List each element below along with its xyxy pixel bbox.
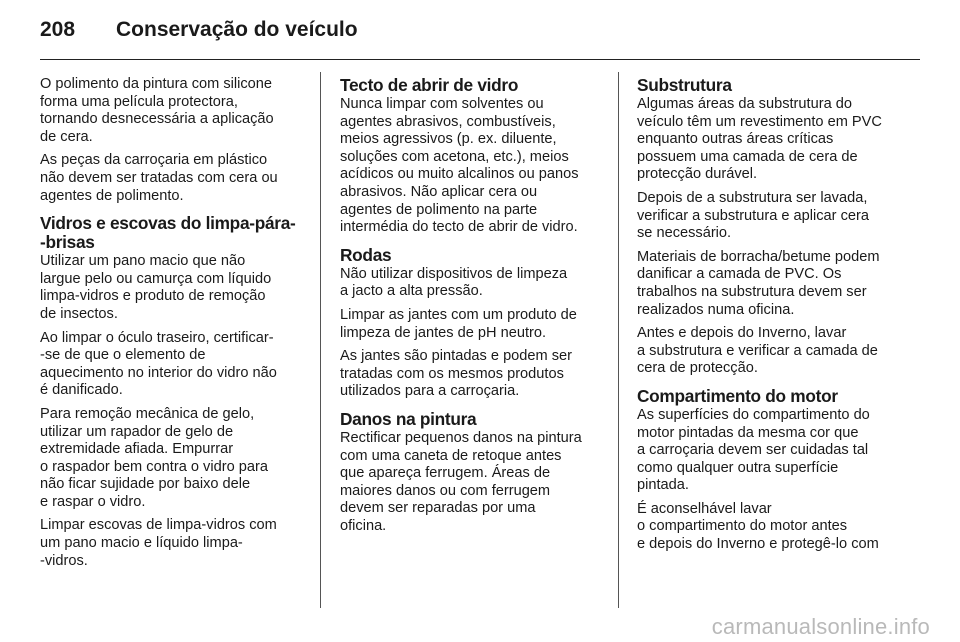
paragraph: Não utilizar dispositivos de limpeza a jacto a alta pressão.	[340, 265, 568, 300]
paragraph: É aconselhável lavar o compartimento do motor antes e depois do Inverno e protegê-lo com	[637, 500, 879, 553]
section-heading: Tecto de abrir de vidro	[340, 75, 519, 95]
paragraph: Limpar escovas de limpa-vidros com um pano macio e líquido limpa- -vidros.	[40, 517, 277, 569]
paragraph: As peças da carroçaria em plástico não devem ser tratadas com cera ou agentes de polimento.	[40, 152, 278, 204]
paragraph: As jantes são pintadas e podem ser tratadas com os mesmos produtos utilizados para a carroçaria.	[340, 348, 573, 400]
page-header	[40, 18, 358, 50]
text-column-2	[340, 76, 608, 541]
section-heading: Substrutura	[637, 75, 732, 95]
column-divider-1	[320, 72, 321, 608]
paragraph: Utilizar um pano macio que não largue pelo ou camurça com líquido limpa-vidros e produto de remoção de insectos.	[40, 253, 272, 322]
paragraph: As superfícies do compartimento do motor pintadas da mesma cor que a carroçaria devem ser cuidadas tal como qualquer outra superfície pintada.	[637, 406, 870, 494]
paragraph: Materiais de borracha/betume podem danificar a camada de PVC. Os trabalhos na substrutura devem ser realizados numa oficina.	[637, 248, 880, 318]
section-heading: Compartimento do motor	[637, 385, 838, 406]
column-divider-2	[618, 72, 619, 608]
paragraph: Rectificar pequenos danos na pintura com uma caneta de retoque antes que apareça ferrugem. Áreas de maiores danos ou com ferrugem devem ser reparadas por uma oficina.	[340, 429, 582, 534]
text-column-3	[637, 76, 907, 560]
header-rule	[40, 59, 920, 60]
paragraph: O polimento da pintura com silicone forma uma película protectora, tornando desnecessária a aplicação de cera.	[40, 76, 274, 145]
watermark: carmanualsonline.info	[711, 614, 930, 639]
paragraph: Antes e depois do Inverno, lavar a substrutura e verificar a camada de cera de protecção.	[637, 325, 878, 377]
paragraph: Depois de a substrutura ser lavada, verificar a substrutura e aplicar cera se necessário.	[637, 189, 869, 242]
page-number: 208	[40, 18, 76, 41]
text-column-1	[40, 76, 308, 576]
section-heading: Rodas	[340, 244, 392, 265]
section-heading: Vidros e escovas do limpa-pára- -brisas	[40, 213, 296, 253]
paragraph: Ao limpar o óculo traseiro, certificar- -se de que o elemento de aquecimento no interior do vidro não é danificado.	[40, 329, 277, 399]
paragraph: Algumas áreas da substrutura do veículo têm um revestimento em PVC enquanto outras áreas críticas possuem uma camada de cera de protecção durável.	[637, 96, 882, 183]
paragraph: Nunca limpar com solventes ou agentes abrasivos, combustíveis, meios agressivos (p. ex. diluente, soluções com acetona, etc.), meios acídicos ou muito alcalinos ou panos abrasivos. Não aplicar cera ou agentes de polimento na parte intermédia do tecto de abrir de vidro.	[340, 96, 579, 236]
section-heading: Danos na pintura	[340, 408, 477, 429]
chapter-title: Conservação do veículo	[116, 18, 358, 41]
paragraph: Para remoção mecânica de gelo, utilizar um rapador de gelo de extremidade afiada. Empurrar o raspador bem contra o vidro para não ficar sujidade por baixo dele e raspar o vidro.	[40, 405, 268, 510]
paragraph: Limpar as jantes com um produto de limpeza de jantes de pH neutro.	[340, 306, 577, 341]
